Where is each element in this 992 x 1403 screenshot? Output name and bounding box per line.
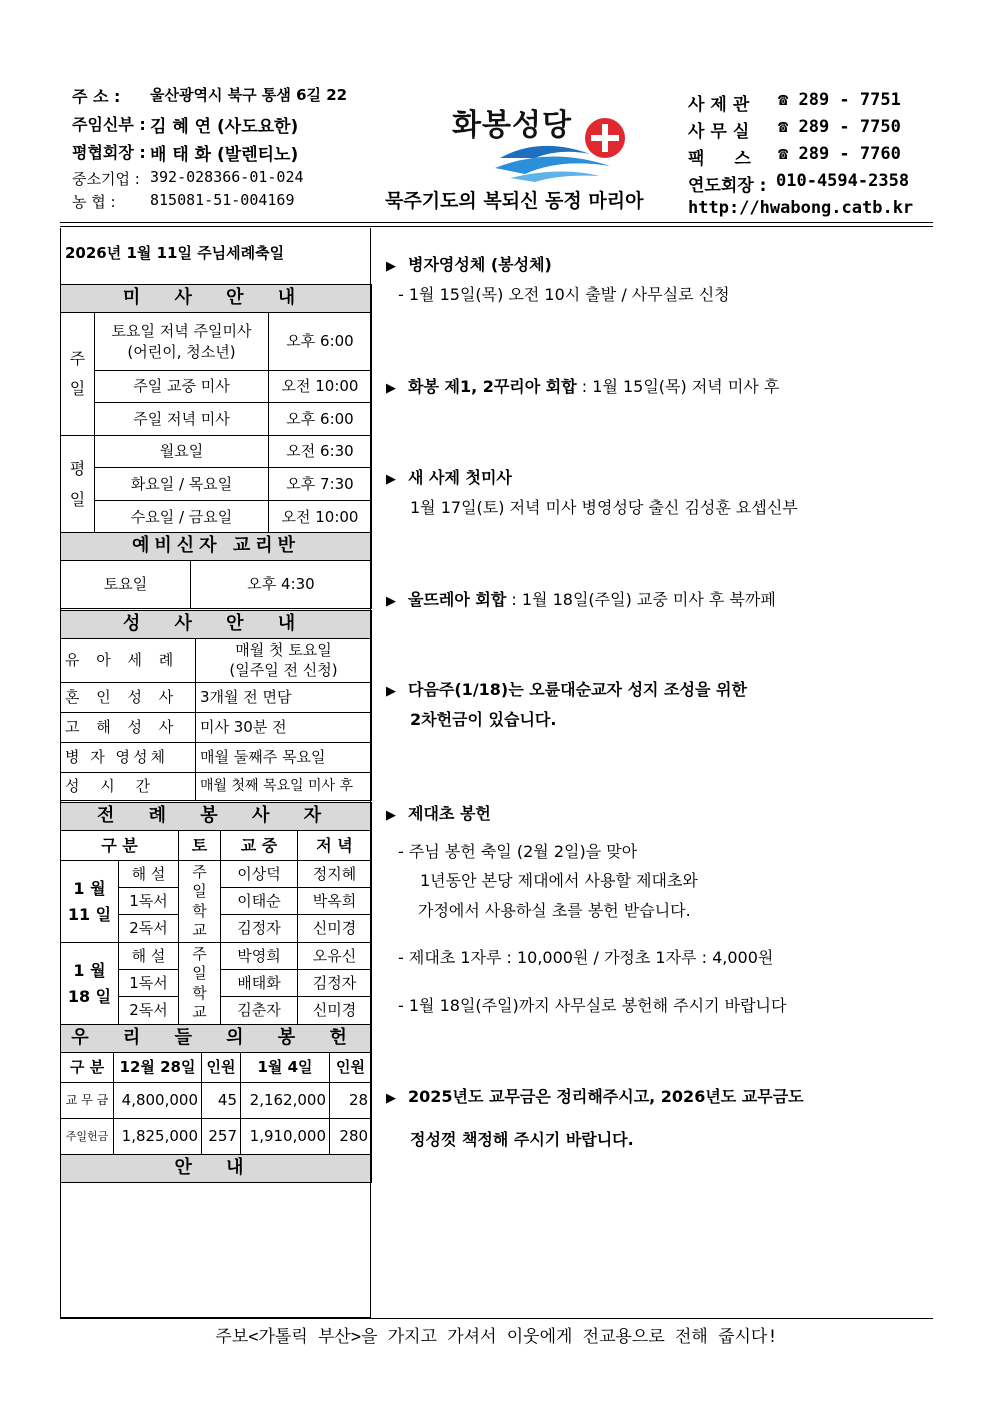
notice-line: 1년동안 본당 제대에서 사용할 제대초와 bbox=[420, 871, 698, 890]
wave-logo-icon bbox=[440, 96, 640, 186]
address-label: 주 소 : bbox=[72, 87, 121, 106]
mass-time: 오후 6:00 bbox=[269, 313, 372, 371]
left-column bbox=[60, 228, 371, 1318]
server-main: 이태순 bbox=[221, 888, 298, 915]
council-value: 배 태 화 (발렌티노) bbox=[150, 145, 299, 165]
triangle-bullet-icon: ▶ bbox=[386, 472, 396, 487]
notice-title: 새 사제 첫미사 bbox=[408, 468, 512, 487]
server-title: 전 례 봉 사 자 bbox=[61, 803, 372, 831]
notice-title: 병자영성체 (봉성체) bbox=[408, 255, 552, 274]
weekday-label: 평일 bbox=[61, 436, 95, 534]
bank2-row bbox=[72, 191, 372, 214]
server-role: 1독서 bbox=[119, 888, 179, 915]
triangle-bullet-icon: ▶ bbox=[386, 684, 396, 699]
church-logo bbox=[440, 96, 640, 186]
council-label: 평협회장 : bbox=[72, 143, 146, 162]
notice-item bbox=[386, 677, 747, 700]
bank1-value: 392-028366-01-024 bbox=[150, 168, 304, 186]
bank2-value: 815081-51-004169 bbox=[150, 191, 295, 209]
server-role: 해 설 bbox=[119, 943, 179, 970]
footer-divider bbox=[60, 1318, 933, 1319]
offering-name: 주일헌금 bbox=[61, 1119, 114, 1155]
server-role: 해 설 bbox=[119, 861, 179, 888]
server-role: 2독서 bbox=[119, 997, 179, 1025]
server-role: 1독서 bbox=[119, 970, 179, 997]
sacrament-title: 성 사 안 내 bbox=[61, 611, 372, 639]
header-divider bbox=[60, 222, 933, 223]
offering-amount: 2,162,000 bbox=[241, 1083, 330, 1119]
notice-line: 1월 17일(토) 저녁 미사 병영성당 출신 김성훈 요셉신부 bbox=[410, 498, 798, 517]
sacrament-desc: 매월 첫 토요일 (일주일 전 신청) bbox=[196, 639, 372, 683]
notice-line: 가정에서 사용하실 초를 봉헌 받습니다. bbox=[418, 901, 691, 920]
bank2-label: 농 협 : bbox=[72, 193, 116, 211]
date-title: 2026년 1월 11일 주님세례축일 bbox=[65, 244, 285, 262]
mass-name: 주일 저녁 미사 bbox=[95, 403, 269, 436]
server-table bbox=[60, 802, 372, 1025]
notice-line: 정성껏 책정해 주시기 바랍니다. bbox=[410, 1130, 634, 1149]
notice-line: - 1월 18일(주일)까지 사무실로 봉헌해 주시기 바랍니다 bbox=[398, 996, 787, 1015]
notice-title: 2025년도 교무금은 정리해주시고, 2026년도 교무금도 bbox=[408, 1087, 804, 1106]
contact-label: 팩 스 bbox=[688, 149, 763, 169]
triangle-bullet-icon: ▶ bbox=[386, 381, 396, 396]
notice-title: 화봉 제1, 2꾸리아 회합 bbox=[408, 377, 577, 396]
contact-phone: ☎ 289 - 7760 bbox=[778, 144, 901, 164]
offering-count: 45 bbox=[202, 1083, 241, 1119]
mass-time: 오전 10:00 bbox=[269, 501, 372, 534]
notice-line: 2차헌금이 있습니다. bbox=[410, 710, 557, 729]
notice-title: 울뜨레아 회합 bbox=[408, 590, 507, 609]
sunday-label: 주일 bbox=[61, 313, 95, 436]
triangle-bullet-icon: ▶ bbox=[386, 259, 396, 274]
sacrament-desc: 3개월 전 면담 bbox=[196, 683, 372, 713]
catechumen-day: 토요일 bbox=[61, 561, 191, 609]
server-date: 1 월 11 일 bbox=[61, 861, 119, 943]
mass-name: 화요일 / 목요일 bbox=[95, 468, 269, 501]
offering-title: 우 리 들 의 봉 헌 bbox=[61, 1025, 372, 1053]
server-header: 토 bbox=[179, 831, 221, 861]
offering-amount: 1,825,000 bbox=[114, 1119, 202, 1155]
mass-time: 오후 7:30 bbox=[269, 468, 372, 501]
sacrament-desc: 미사 30분 전 bbox=[196, 713, 372, 743]
offering-count: 280 bbox=[330, 1119, 372, 1155]
notice-title: 다음주(1/18)는 오륜대순교자 성지 조성을 위한 bbox=[408, 680, 747, 699]
url-row bbox=[688, 198, 933, 225]
server-evening: 정지혜 bbox=[298, 861, 372, 888]
contact-label: 사무실 bbox=[688, 122, 756, 142]
contact-info bbox=[688, 90, 933, 225]
offering-header: 인원 bbox=[202, 1053, 241, 1083]
mass-time: 오전 10:00 bbox=[269, 371, 372, 403]
contact-row bbox=[688, 90, 933, 117]
offering-header: 1월 4일 bbox=[241, 1053, 330, 1083]
offering-table bbox=[60, 1024, 372, 1183]
contact-row bbox=[688, 117, 933, 144]
sacrament-name: 고 해 성 사 bbox=[61, 713, 196, 743]
sacrament-name: 유 아 세 례 bbox=[61, 639, 196, 683]
notice-line: - 1월 15일(목) 오전 10시 출발 / 사무실로 신청 bbox=[398, 285, 730, 304]
server-main: 김정자 bbox=[221, 915, 298, 943]
offering-amount: 4,800,000 bbox=[114, 1083, 202, 1119]
offering-count: 257 bbox=[202, 1119, 241, 1155]
server-date: 1 월 18 일 bbox=[61, 943, 119, 1025]
notice-item bbox=[386, 252, 552, 275]
offering-header: 12월 28일 bbox=[114, 1053, 202, 1083]
server-evening: 김정자 bbox=[298, 970, 372, 997]
contact-phone: ☎ 289 - 7750 bbox=[778, 117, 901, 137]
sacrament-table bbox=[60, 610, 372, 801]
server-header: 교 중 bbox=[221, 831, 298, 861]
offering-count: 28 bbox=[330, 1083, 372, 1119]
server-evening: 박옥희 bbox=[298, 888, 372, 915]
header-divider bbox=[60, 226, 933, 227]
header-info bbox=[72, 84, 372, 214]
notice-item bbox=[386, 374, 779, 397]
notice-inline: : 1월 18일(주일) 교중 미사 후 북까페 bbox=[506, 590, 776, 609]
council-row bbox=[72, 140, 372, 168]
sacrament-name: 병 자 영성체 bbox=[61, 743, 196, 773]
server-evening: 신미경 bbox=[298, 997, 372, 1025]
church-name: 화봉성당 bbox=[452, 108, 572, 143]
server-header: 구 분 bbox=[61, 831, 179, 861]
youth-label: 연도회장 : bbox=[688, 176, 767, 196]
youth-phone: 010-4594-2358 bbox=[776, 171, 910, 191]
youth-row bbox=[688, 171, 933, 198]
notice-line: - 주님 봉헌 축일 (2월 2일)을 맞아 bbox=[398, 842, 638, 861]
sacrament-desc: 매월 첫째 목요일 미사 후 bbox=[196, 773, 372, 801]
triangle-bullet-icon: ▶ bbox=[386, 594, 396, 609]
bank1-label: 중소기업 : bbox=[72, 170, 140, 188]
server-role: 2독서 bbox=[119, 915, 179, 943]
notice-item bbox=[386, 465, 512, 488]
catechumen-time: 오후 4:30 bbox=[191, 561, 372, 609]
catechumen-title: 예비신자 교리반 bbox=[61, 533, 372, 561]
notice-inline: : 1월 15일(목) 저녁 미사 후 bbox=[576, 377, 780, 396]
notice-item bbox=[386, 587, 776, 610]
notice-item bbox=[386, 1084, 804, 1107]
offering-header: 구 분 bbox=[61, 1053, 114, 1083]
server-main: 김춘자 bbox=[221, 997, 298, 1025]
server-main: 박영희 bbox=[221, 943, 298, 970]
notice-item bbox=[386, 801, 491, 824]
pastor-label: 주임신부 : bbox=[72, 115, 146, 134]
server-evening: 신미경 bbox=[298, 915, 372, 943]
contact-phone: ☎ 289 - 7751 bbox=[778, 90, 901, 110]
mass-time: 오전 6:30 bbox=[269, 436, 372, 468]
server-saturday: 주일학교 bbox=[179, 943, 221, 1025]
server-header: 저 녁 bbox=[298, 831, 372, 861]
catechumen-table bbox=[60, 532, 372, 609]
notice-title: 제대초 봉헌 bbox=[408, 804, 491, 823]
contact-label: 사제관 bbox=[688, 95, 756, 115]
column-divider bbox=[370, 228, 371, 1318]
website-link[interactable]: http://hwabong.catb.kr bbox=[688, 198, 914, 218]
server-main: 배태화 bbox=[221, 970, 298, 997]
mass-name: 월요일 bbox=[95, 436, 269, 468]
triangle-bullet-icon: ▶ bbox=[386, 1091, 396, 1106]
server-saturday: 주일학교 bbox=[179, 861, 221, 943]
pastor-value: 김 혜 연 (사도요한) bbox=[150, 117, 299, 137]
mass-schedule-table bbox=[60, 284, 372, 534]
contact-row bbox=[688, 144, 933, 171]
sacrament-name: 성 시 간 bbox=[61, 773, 196, 801]
sacrament-name: 혼 인 성 사 bbox=[61, 683, 196, 713]
offering-header: 인원 bbox=[330, 1053, 372, 1083]
server-main: 이상덕 bbox=[221, 861, 298, 888]
sacrament-desc: 매월 둘째주 목요일 bbox=[196, 743, 372, 773]
notice-line: - 제대초 1자루 : 10,000원 / 가정초 1자루 : 4,000원 bbox=[398, 948, 774, 967]
offering-amount: 1,910,000 bbox=[241, 1119, 330, 1155]
triangle-bullet-icon: ▶ bbox=[386, 808, 396, 823]
mass-name: 수요일 / 금요일 bbox=[95, 501, 269, 534]
server-evening: 오유신 bbox=[298, 943, 372, 970]
patron-saint: 묵주기도의 복되신 동정 마리아 bbox=[385, 190, 644, 212]
offering-name: 교 무 금 bbox=[61, 1083, 114, 1119]
footer-text: 주보<가톨릭 부산>을 가지고 가셔서 이웃에게 전교용으로 전해 줍시다! bbox=[215, 1327, 778, 1347]
mass-title: 미 사 안 내 bbox=[61, 285, 372, 313]
pastor-row bbox=[72, 112, 372, 140]
address-value: 울산광역시 북구 통샘 6길 22 bbox=[150, 86, 348, 104]
mass-time: 오후 6:00 bbox=[269, 403, 372, 436]
mass-name: 주일 교중 미사 bbox=[95, 371, 269, 403]
mass-name: 토요일 저녁 주일미사 (어린이, 청소년) bbox=[95, 313, 269, 371]
bank1-row bbox=[72, 168, 372, 191]
address-row bbox=[72, 84, 372, 112]
notice-title: 안 내 bbox=[61, 1155, 372, 1183]
